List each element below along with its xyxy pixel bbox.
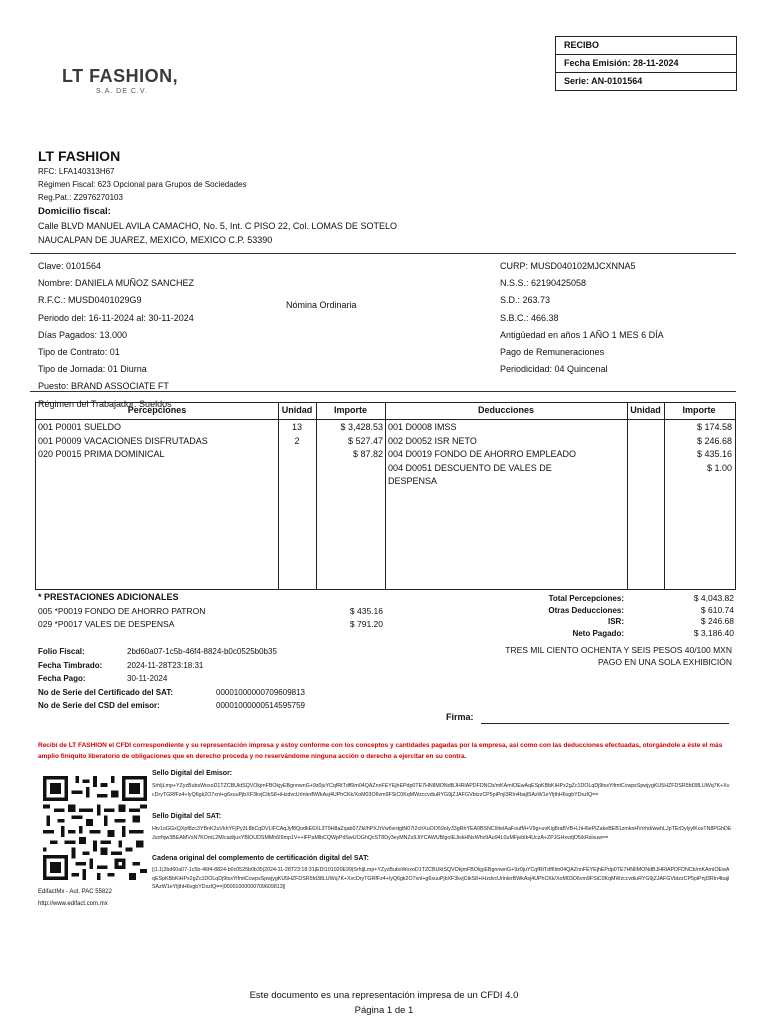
amount-in-words [430,645,732,668]
fiscal-row [38,699,358,713]
fiscal-label: No de Serie del Certificado del SAT: [38,687,173,697]
address-line-1: Calle BLVD MANUEL AVILA CAMACHO, No. 5, Int. C PISO 22, Col. LOMAS DE SOTELO [38,221,397,231]
divider [30,391,736,392]
fiscal-row [38,672,338,686]
table-divider [385,403,386,589]
perc-amount: $ 87.82 [352,449,383,459]
company-regpat: Reg.Pat.: Z2976270103 [38,193,123,202]
fiscal-label: Folio Fiscal: [38,647,85,656]
sello-emisor-title: Sello Digital del Emisor: [152,770,233,777]
total-row [494,593,734,605]
totals-block [494,593,734,640]
prestaciones-list [38,605,383,631]
employee-clave: Clave: 0101564 [38,261,102,271]
sello-sat-title: Sello Digital del SAT: [152,813,222,820]
total-label: ISR: [608,617,624,627]
pac-name: EdifactMx - Aut. PAC 55822 [38,889,112,895]
fiscal-row [38,659,338,673]
disclaimer-text: Recibí de LT FASHION el CFDI correspondiente y su representación impresa y estoy conforme con los conceptos y cantidades pagadas por la empresa, así como con las deducciones efectuadas, otorgándole a éste el más amplio finiquito liberatorio de obligaciones que en derecho proceda y no reservándome ninguna acción o derecho a ejercitar en su contra. [38,742,723,760]
pac-info [38,886,112,910]
ded-amount: $ 1.00 [706,462,732,473]
perc-desc: 001 P0009 VACACIONES DISFRUTADAS [38,435,208,446]
total-value: $ 610.74 [700,604,734,615]
employee-sd: S.D.: 263.73 [500,295,551,306]
cert-sat-value: 00001000000709609813 [216,687,305,697]
employee-dias: Días Pagados: 13.000 [38,329,128,340]
ded-amount: $ 435.16 [696,449,732,459]
header-unidad-2: Unidad [630,405,661,415]
employee-contrato: Tipo de Contrato: 01 [38,347,120,358]
fiscal-label: No de Serie del CSD del emisor: [38,701,160,711]
receipt-emission-date: Fecha Emisión: 28-11-2024 [556,55,736,73]
nomina-type: Nómina Ordinaria [286,300,357,310]
perc-desc: 020 P0015 PRIMA DOMINICAL [38,449,165,459]
fecha-timbrado-value: 2024-11-28T23:18:31 [127,660,204,670]
employee-curp: CURP: MUSD040102MJCXNNA5 [500,261,636,271]
ded-desc: 002 D0052 ISR NETO [388,435,477,446]
total-value: $ 3,186.40 [693,628,734,639]
fiscal-row [38,645,338,659]
total-row [494,605,734,617]
qr-code-icon [43,776,147,880]
company-logo-text: LT FASHION, [62,66,179,86]
perc-unit: 2 [294,435,300,446]
perc-amount: $ 3,428.53 [340,422,383,432]
company-rfc: RFC: LFA140313H67 [38,167,115,176]
page-number: Página 1 de 1 [354,1005,414,1016]
fiscal-label: Fecha Timbrado: [38,660,103,670]
total-value: $ 246.68 [700,616,734,627]
cadena-title: Cadena original del complemento de certificación digital del SAT: [152,855,369,862]
prestacion-amount: $ 791.20 [349,619,383,629]
footer-cfdi-note: Este documento es una representación impresa de un CFDI 4.0 [249,990,519,1001]
employee-puesto: Puesto: BRAND ASSOCIATE FT [38,381,169,392]
total-label: Neto Pagado: [572,629,624,639]
header-deducciones: Deducciones [477,405,535,415]
cadena-text: ||1.1|2bd60a07-1c5b-46f4-8824-b0c0525b0b35|2024-11-28T23:18:31|EDI101020E99|SrhljLmp+YZyzBubsWoxoD1TZCBUktSQVOkjmFBOkjyEBgnnwnG+9z0juYCqfRtTdf6lm04QAZnnFEYEjhEPdp0TE7HNlIMONdBJHRlAPDFDNCb/mKAmIOEwAqESpKBbKiHPx2gZc1DOLqDj9tsxYifmtCcwpsSpwjygKU5HZFDSR5fd38LUWq7K+XvcDryTGRfFz4+IyQ6gk2O7xnl+g6xuuPjbXF3kvjCtkS8+iHzdvcUrlnlerBWkAsj4UPhCKk/XoM03O6vm9FSiC0KqMWzccvdiuRYG9jZJAFGVbtzzCP5piPnjl3RIn4bajlSAzW1eYljthH6vgbYDxzlQ==|00001000000709609813|| [152,867,730,891]
employee-rfc: R.F.C.: MUSD0401029G9 [38,295,142,306]
employee-periodo: Periodo del: 16-11-2024 al: 30-11-2024 [38,312,194,323]
total-value: $ 4,043.82 [693,593,734,603]
header-importe: Importe [333,405,367,415]
fiscal-row [38,686,358,700]
sello-emisor-text: SrhljLmp+YZyzBubsWoxoD1TZCBUktSQVOkjmFBOkjyEBgnnwnG+9z0juYCqfRtTdf6lm04QAZnnFEYEjhEPdp0TE7HNlIMONdBJHRlAPDFDNCb/mKAmIOEwAqESpKBbKiHPx2gZc1DOLqDj9tsxYifmtCcwpsSpwjygKU5HZFDSR5fd38LUWq7K+XvcDryTGRfFz4+IyQ6gk2O7xnl+g6xuuPjbXF3kvjCtkS8+iHzdvcUrlnlerBWkAsj4UPhCKk/XoM03O6vm9FSiC0KqMWzccvdiuRYG9jZJAFGVbtzzCP5piPnjl3RIn4bajlSAzW1eYljthH6vgbYDxzlQ== [152,783,730,798]
prestaciones-title: * PRESTACIONES ADICIONALES [38,592,179,602]
table-divider [627,403,628,589]
footer [0,988,768,1018]
table-row [38,421,208,462]
fecha-pago-value: 30-11-2024 [127,674,168,684]
cert-csd-value: 00001000000514595759 [216,701,305,711]
header-percepciones: Percepciones [127,405,187,415]
employee-pago: Pago de Remuneraciones [500,347,605,358]
employee-nss: N.S.S.: 62190425058 [500,278,587,289]
employee-regimen: Régimen del Trabajador: Sueldos [38,398,172,409]
employee-info-right [500,258,664,378]
prestacion-desc: 029 *P0017 VALES DE DESPENSA [38,619,175,629]
company-regimen: Régimen Fiscal: 623 Opcional para Grupos de Sociedades [38,180,247,189]
employee-periodicidad: Periodicidad: 04 Quincenal [500,364,608,375]
perc-desc: 001 P0001 SUELDO [38,422,122,432]
payroll-table [35,402,736,590]
payment-method-line: PAGO EN UNA SOLA EXHIBICIÓN [598,656,732,667]
total-label: Otras Deducciones: [548,605,624,615]
header-unidad: Unidad [281,405,313,415]
divider [30,253,736,254]
ded-amount: $ 174.58 [696,422,732,432]
total-row [494,616,734,628]
perc-amounts [316,421,383,462]
signature-line [481,723,729,724]
folio-fiscal-value: 2bd60a07-1c5b-46f4-8824-b0c0525b0b35 [127,647,277,656]
employee-sbc: S.B.C.: 466.38 [500,312,559,323]
list-item [38,605,383,618]
perc-amount: $ 527.47 [347,435,383,446]
ded-desc: 004 D0051 DESCUENTO DE VALES DE [388,462,552,473]
prestacion-desc: 005 *P0019 FONDO DE AHORRO PATRON [38,606,206,616]
employee-jornada: Tipo de Jornada: 01 Diurna [38,364,147,375]
employee-antiguedad: Antigüedad en años 1 AÑO 1 MES 6 DÍA [500,329,664,340]
perc-units [278,421,316,448]
company-name: LT FASHION [38,148,121,164]
table-row [388,421,588,489]
ded-amount: $ 246.68 [696,435,732,446]
employee-info-left [38,258,194,413]
domicilio-label: Domicilio fiscal: [38,206,111,217]
company-logo-subtitle: S.A. DE C.V. [96,88,148,95]
fiscal-info [38,645,358,713]
amount-words-line: TRES MIL CIENTO OCHENTA Y SEIS PESOS 40/100 MXN [505,645,732,655]
list-item [38,618,383,631]
table-header-rule [36,419,735,420]
fiscal-label: Fecha Pago: [38,674,86,684]
total-label: Total Percepciones: [548,594,624,603]
prestacion-amount: $ 435.16 [349,606,383,616]
sello-sat-text: Htv1oGGxQXpf8zc3YBnK2uVkhYFjPy3L8bCqDVLlFCAqJyf8QodkE6XL3T9H8aZqab07Zkl/hPXJrVw6vrdgtN07t2chXuOO59oIy33gRhYEA0BSNCl/iteIAaFoufM+V9g+uvKig8raBVB+LhH6ePlZakeBEB1zmknHVrrhd/wwhLJpTErDylyylKosTN8PGhDEJurrfqw3BEAMVxN7KOmL2M/cad/juxYBlOUDSMMh6I9mp1V++lFPaMlbCQWpPdSwUOGhQcST8Dy3eyMNZs9JiYCAWUBlgoIEJiskHNxWhv9Au94L0uMFjebIk4UczA+ZPJGHxvdjO5/kRslxuw== [152,826,732,841]
address-line-2: NAUCALPAN DE JUAREZ, MEXICO, MEXICO C.P. 53390 [38,235,273,245]
ded-amounts [664,421,732,475]
ded-desc-cont: DESPENSA [388,476,438,486]
perc-unit: 13 [291,422,302,432]
total-row [494,628,734,640]
ded-desc: 004 D0019 FONDO DE AHORRO EMPLEADO [388,449,577,459]
ded-desc: 001 D0008 IMSS [388,422,457,432]
receipt-title: RECIBO [556,37,736,55]
receipt-series: Serie: AN-0101564 [564,76,643,86]
header-importe-2: Importe [682,405,716,415]
pac-link[interactable]: http://www.edifact.com.mx [38,901,108,907]
employee-nombre: Nombre: DANIELA MUÑOZ SANCHEZ [38,278,195,289]
firma-label: Firma: [446,712,474,722]
receipt-info-box [555,36,737,91]
